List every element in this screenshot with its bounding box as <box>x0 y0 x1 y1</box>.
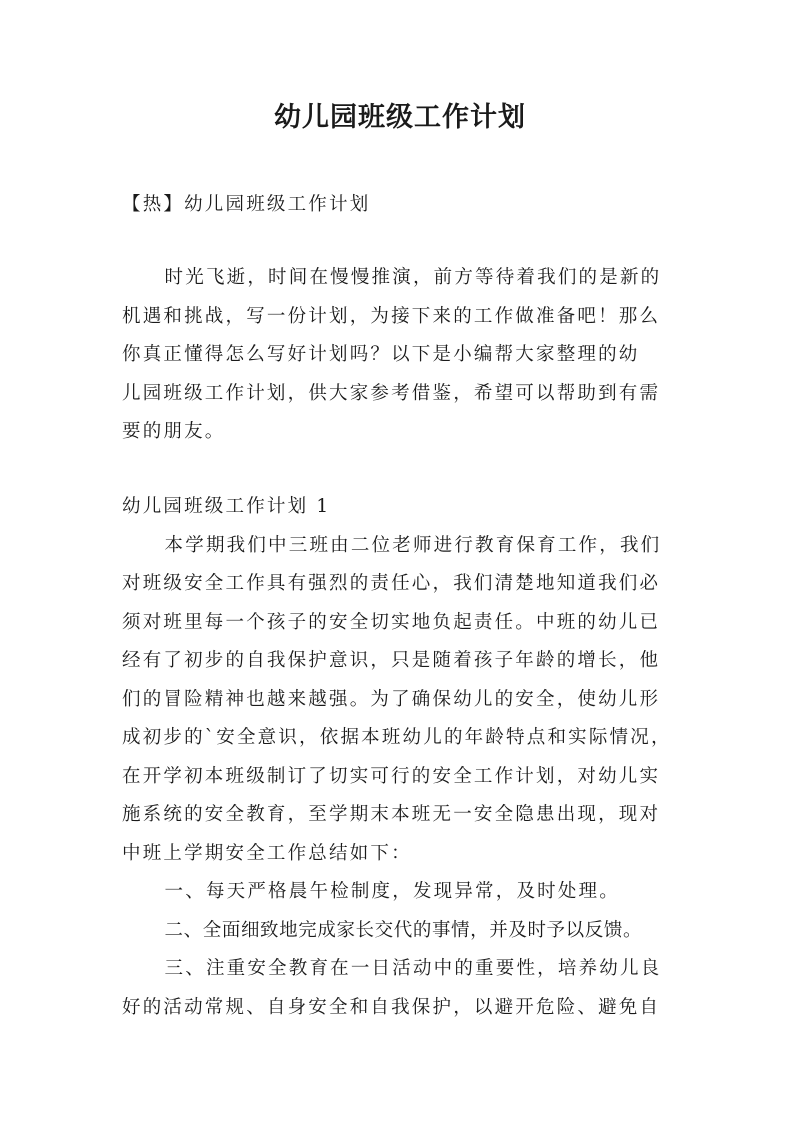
section-line: 二、全面细致地完成家长交代的事情，并及时予以反馈。 <box>164 919 643 941</box>
section-line: 施系统的安全教育，至学期末本班无一安全隐患出现，现对 <box>122 804 661 825</box>
document-subtitle <box>122 186 688 225</box>
intro-line: 你真正懂得怎么写好计划吗？以下是小编帮大家整理的幼 <box>122 344 640 365</box>
section-line: 三、注重安全教育在一日活动中的重要性，培养幼儿良 <box>164 958 662 979</box>
intro-line: 要的朋友。 <box>122 421 226 442</box>
intro-line: 时光飞逝，时间在慢慢推演，前方等待着我们的是新的 <box>164 267 662 288</box>
section-line: 本学期我们中三班由二位老师进行教育保育工作，我们 <box>164 534 662 556</box>
section-line: 经有了初步的自我保护意识，只是随着孩子年龄的增长，他 <box>122 650 661 671</box>
document-title: 幼儿园班级工作计划 <box>274 102 526 133</box>
section-line: 须对班里每一个孩子的安全切实地负起责任。中班的幼儿已 <box>122 611 661 633</box>
section-line: 对班级安全工作具有强烈的责任心，我们清楚地知道我们必 <box>122 573 661 594</box>
section-heading: 幼儿园班级工作计划 1 <box>122 496 331 517</box>
section-line: 好的活动常规、自身安全和自我保护，以避开危险、避免自 <box>122 996 661 1018</box>
subtitle-line: 【热】幼儿园班级工作计划 <box>122 194 371 215</box>
section-line: 们的冒险精神也越来越强。为了确保幼儿的安全，使幼儿形 <box>122 688 661 710</box>
intro-line: 机遇和挑战，写一份计划，为接下来的工作做准备吧！那么 <box>122 305 661 327</box>
section-1 <box>122 488 688 1027</box>
section-line: 一、每天严格晨午检制度，发现异常，及时处理。 <box>164 881 620 902</box>
section-line: 在开学初本班级制订了切实可行的安全工作计划，对幼儿实 <box>122 765 661 787</box>
section-line: 成初步的`安全意识，依据本班幼儿的年龄特点和实际情况， <box>122 727 672 748</box>
intro-paragraph <box>122 259 688 452</box>
intro-line: 儿园班级工作计划，供大家参考借鉴，希望可以帮助到有需 <box>122 382 661 404</box>
section-line: 中班上学期安全工作总结如下： <box>122 842 412 864</box>
